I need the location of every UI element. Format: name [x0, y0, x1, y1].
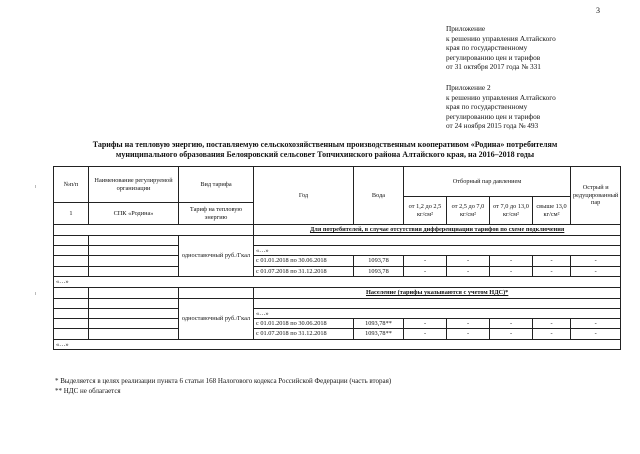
appendix-header-2 — [446, 83, 556, 131]
header-pressure-2: от 2,5 до 7,0 кг/см² — [447, 197, 490, 225]
header-org: Наименование регулируемой организации — [89, 167, 179, 203]
appendix-line: Приложение — [446, 24, 486, 33]
appendix-line: к решению управления Алтайского — [446, 33, 556, 43]
appendix-header-1 — [446, 24, 556, 72]
header-pressure-4: свыше 13,0 кг/см² — [533, 197, 571, 225]
appendix-line: Приложение 2 — [446, 83, 491, 92]
header-tariff-type: Вид тарифа — [179, 167, 254, 203]
section-consumers: Для потребителей, в случае отсутствия дифференциации тарифов по схеме подключения — [254, 225, 621, 236]
empty-cell — [54, 266, 89, 276]
empty-cell — [54, 246, 89, 256]
appendix-line: регулированию цен и тарифов — [446, 52, 541, 62]
empty-cell — [89, 287, 179, 298]
dash-cell: - — [404, 319, 447, 329]
margin-mark — [35, 185, 36, 188]
header-steam: Отборный пар давлением — [404, 167, 571, 197]
dash-cell: - — [447, 319, 490, 329]
dash-cell: - — [490, 256, 533, 266]
water-value: 1093,78** — [354, 319, 404, 329]
empty-cell — [89, 308, 179, 318]
dash-cell: - — [571, 256, 621, 266]
ellipsis: «…» — [54, 339, 621, 349]
header-water: Вода — [354, 167, 404, 225]
empty-cell — [89, 236, 179, 246]
row-num: 1 — [54, 203, 89, 225]
tariff-type: Тариф на тепловую энергию — [179, 203, 254, 225]
empty-cell — [89, 329, 179, 339]
header-pressure-1: от 1,2 до 2,5 кг/см² — [404, 197, 447, 225]
dash-cell: - — [490, 266, 533, 276]
period-cell: с 01.01.2018 по 30.06.2018 — [254, 319, 354, 329]
empty-cell — [89, 256, 179, 266]
appendix-line: от 24 ноября 2015 года № 493 — [446, 121, 539, 131]
empty-cell — [179, 287, 254, 298]
document-title — [40, 140, 610, 160]
dash-cell: - — [447, 256, 490, 266]
dash-cell: - — [490, 319, 533, 329]
dash-cell: - — [571, 319, 621, 329]
empty-cell — [54, 298, 89, 308]
org-name: СПК «Родина» — [89, 203, 179, 225]
appendix-line: от 31 октября 2017 года № 331 — [446, 62, 541, 72]
dash-cell: - — [571, 266, 621, 276]
section-population: Население (тарифы указываются с учетом НДС)* — [254, 287, 621, 298]
dash-cell: - — [533, 266, 571, 276]
single-rate-label: одноставочный руб./Гкал — [179, 298, 254, 339]
header-year: Год — [254, 167, 354, 225]
appendix-line: края по государственному — [446, 102, 528, 112]
empty-cell — [54, 329, 89, 339]
dash-cell: - — [404, 256, 447, 266]
footnote-no-vat: ** НДС не облагается — [55, 387, 121, 395]
period-cell: с 01.01.2018 по 30.06.2018 — [254, 256, 354, 266]
header-num: №п/п — [54, 167, 89, 203]
ellipsis: «…» — [254, 246, 621, 256]
empty-cell — [254, 236, 621, 246]
ellipsis: «…» — [54, 277, 621, 287]
empty-cell — [54, 225, 254, 236]
empty-cell — [54, 308, 89, 318]
appendix-line: регулированию цен и тарифов — [446, 111, 541, 121]
dash-cell: - — [404, 266, 447, 276]
empty-cell — [54, 236, 89, 246]
dash-cell: - — [490, 329, 533, 339]
footnote-vat: * Выделяется в целях реализации пункта 6 статьи 168 Налогового кодекса Российской Федерации (часть вторая) — [55, 377, 392, 385]
dash-cell: - — [571, 329, 621, 339]
title-line-1: Тарифы на тепловую энергию, поставляемую сельскохозяйственным производственным кооперативом «Родина» потребителям — [92, 140, 558, 149]
empty-cell — [254, 298, 621, 308]
water-value: 1093,78** — [354, 329, 404, 339]
dash-cell: - — [533, 319, 571, 329]
empty-cell — [54, 256, 89, 266]
ellipsis: «…» — [254, 308, 621, 318]
appendix-line: края по государственному — [446, 43, 528, 53]
single-rate-label: одноставочный руб./Гкал — [179, 236, 254, 277]
margin-mark — [35, 292, 36, 295]
page-number: 3 — [596, 6, 600, 15]
title-line-2: муниципального образования Белояровский сельсовет Топчихинского района Алтайского края, на 2016–2018 годы — [115, 150, 535, 159]
header-sharp-steam: Острый и редуцированный пар — [571, 167, 621, 225]
empty-cell — [54, 287, 89, 298]
empty-cell — [89, 266, 179, 276]
water-value: 1093,78 — [354, 256, 404, 266]
empty-cell — [89, 246, 179, 256]
period-cell: с 01.07.2018 по 31.12.2018 — [254, 266, 354, 276]
empty-cell — [89, 298, 179, 308]
period-cell: с 01.07.2018 по 31.12.2018 — [254, 329, 354, 339]
empty-cell — [89, 319, 179, 329]
tariff-table — [53, 166, 621, 350]
dash-cell: - — [447, 266, 490, 276]
empty-cell — [54, 319, 89, 329]
dash-cell: - — [533, 329, 571, 339]
appendix-line: к решению управления Алтайского — [446, 92, 556, 102]
dash-cell: - — [404, 329, 447, 339]
dash-cell: - — [447, 329, 490, 339]
water-value: 1093,78 — [354, 266, 404, 276]
dash-cell: - — [533, 256, 571, 266]
header-pressure-3: от 7,0 до 13,0 кг/см² — [490, 197, 533, 225]
